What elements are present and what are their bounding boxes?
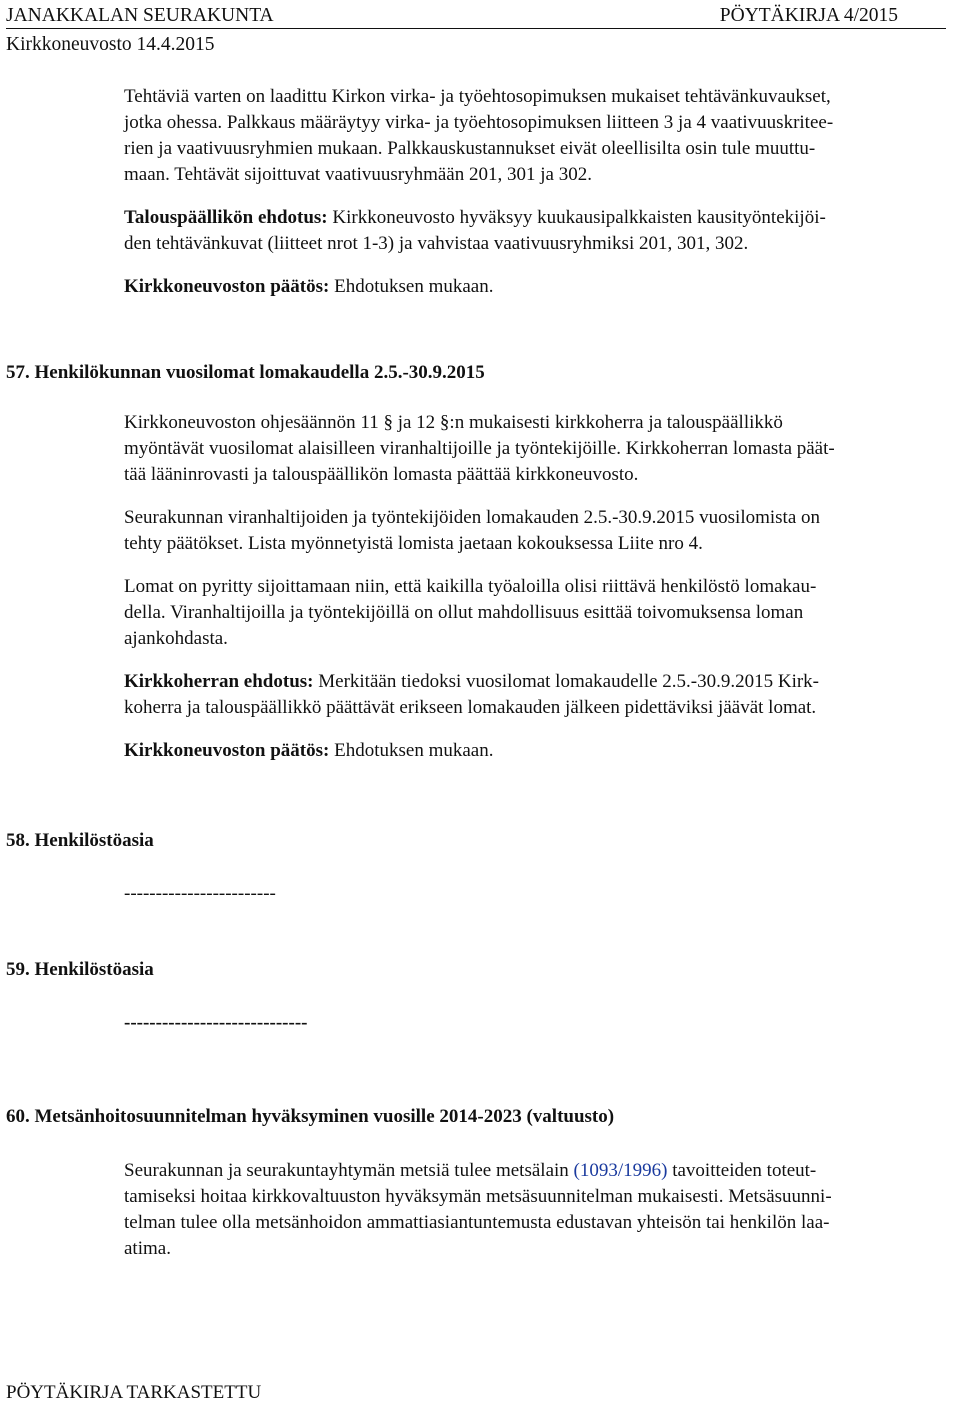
section-57-paragraph-1 xyxy=(124,410,936,488)
document-id: PÖYTÄKIRJA 4/2015 xyxy=(719,5,898,26)
text-line: tehty päätökset. Lista myönnetyistä lomista jaetaan kokouksessa Liite nro 4. xyxy=(124,533,703,554)
section-57-proposal xyxy=(124,669,936,721)
intro-paragraph xyxy=(124,84,936,188)
section-58-heading: 58. Henkilöstöasia xyxy=(6,830,154,851)
text-line: jotka ohessa. Palkkaus määräytyy virka- ja työehtosopimuksen liitteen 3 ja 4 vaativuuskritee- xyxy=(124,112,834,133)
text-line: tamiseksi hoitaa kirkkovaltuuston hyväksymän metsäsuunnitelman mukaisesti. Metsäsuunni- xyxy=(124,1186,832,1207)
section-59-redacted: ----------------------------- xyxy=(124,1012,308,1033)
text-line: koherra ja talouspäällikkö päättävät erikseen lomakauden jälkeen pidettäviksi jäävät lomat. xyxy=(124,697,817,718)
proposal-label: Kirkkoherran ehdotus: xyxy=(124,671,314,692)
org-name: JANAKKALAN SEURAKUNTA xyxy=(6,5,274,26)
section-59-heading: 59. Henkilöstöasia xyxy=(6,959,154,980)
section-57-paragraph-2 xyxy=(124,505,936,557)
text-line: Tehtäviä varten on laadittu Kirkon virka- ja työehtosopimuksen mukaiset tehtävänkuvaukset, xyxy=(124,86,831,107)
text-line: den tehtävänkuvat (liitteet nrot 1-3) ja vahvistaa vaativuusryhmiksi 201, 301, 302. xyxy=(124,233,749,254)
decision-label: Kirkkoneuvoston päätös: xyxy=(124,276,330,297)
text-line: Lomat on pyritty sijoittamaan niin, että kaikilla työaloilla olisi riittävä henkilöstö lomakau- xyxy=(124,576,817,597)
section-60-heading: 60. Metsänhoitosuunnitelman hyväksyminen vuosille 2014-2023 (valtuusto) xyxy=(6,1106,615,1127)
text-line: tää lääninrovasti ja talouspäällikön lomasta päättää kirkkoneuvosto. xyxy=(124,464,639,485)
decision-text: Ehdotuksen mukaan. xyxy=(329,276,494,297)
text-line xyxy=(124,205,936,231)
text-line xyxy=(124,669,936,695)
section-57-paragraph-3 xyxy=(124,574,936,652)
text-line: maan. Tehtävät sijoittuvat vaativuusryhmään 201, 301 ja 302. xyxy=(124,164,592,185)
section-57-heading: 57. Henkilökunnan vuosilomat lomakaudella 2.5.-30.9.2015 xyxy=(6,362,485,383)
proposal-text: Merkitään tiedoksi vuosilomat lomakaudelle 2.5.-30.9.2015 Kirk- xyxy=(313,671,820,692)
section-57-decision xyxy=(124,738,936,764)
header-rule xyxy=(6,28,946,29)
council-decision xyxy=(124,274,936,300)
finance-proposal xyxy=(124,205,936,257)
text-line xyxy=(124,1158,936,1184)
meeting-date: Kirkkoneuvosto 14.4.2015 xyxy=(6,34,215,55)
law-reference-link[interactable]: (1093/1996) xyxy=(573,1160,668,1181)
text-line: atima. xyxy=(124,1238,171,1259)
text-line: telman tulee olla metsänhoidon ammattiasiantuntemusta edustavan yhteisön tai henkilön laa- xyxy=(124,1212,830,1233)
text-span: Seurakunnan ja seurakuntayhtymän metsiä tulee metsälain xyxy=(124,1160,574,1181)
text-line: myöntävät vuosilomat alaisilleen viranhaltijoille ja työntekijöille. Kirkkoherran lomasta päät- xyxy=(124,438,835,459)
decision-label: Kirkkoneuvoston päätös: xyxy=(124,740,330,761)
section-58-redacted: ------------------------ xyxy=(124,883,276,904)
decision-text: Ehdotuksen mukaan. xyxy=(329,740,494,761)
document-body xyxy=(6,84,936,1262)
proposal-text: Kirkkoneuvosto hyväksyy kuukausipalkkaisten kausityöntekijöi- xyxy=(327,207,826,228)
text-line: della. Viranhaltijoilla ja työntekijöillä on ollut mahdollisuus esittää toivomuksensa loman xyxy=(124,602,804,623)
text-line: ajankohdasta. xyxy=(124,628,228,649)
text-line: rien ja vaativuusryhmien mukaan. Palkkauskustannukset eivät oleellisilta osin tule muuttu- xyxy=(124,138,816,159)
header-row xyxy=(6,4,946,28)
page-header xyxy=(6,4,946,58)
section-60-paragraph xyxy=(124,1158,936,1262)
proposal-label: Talouspäällikön ehdotus: xyxy=(124,207,328,228)
text-line: Seurakunnan viranhaltijoiden ja työntekijöiden lomakauden 2.5.-30.9.2015 vuosilomista on xyxy=(124,507,821,528)
text-line: Kirkkoneuvoston ohjesäännön 11 § ja 12 §:n mukaisesti kirkkoherra ja talouspäällikkö xyxy=(124,412,783,433)
page-footer: PÖYTÄKIRJA TARKASTETTU xyxy=(6,1382,262,1403)
text-span: tavoitteiden toteut- xyxy=(667,1160,817,1181)
